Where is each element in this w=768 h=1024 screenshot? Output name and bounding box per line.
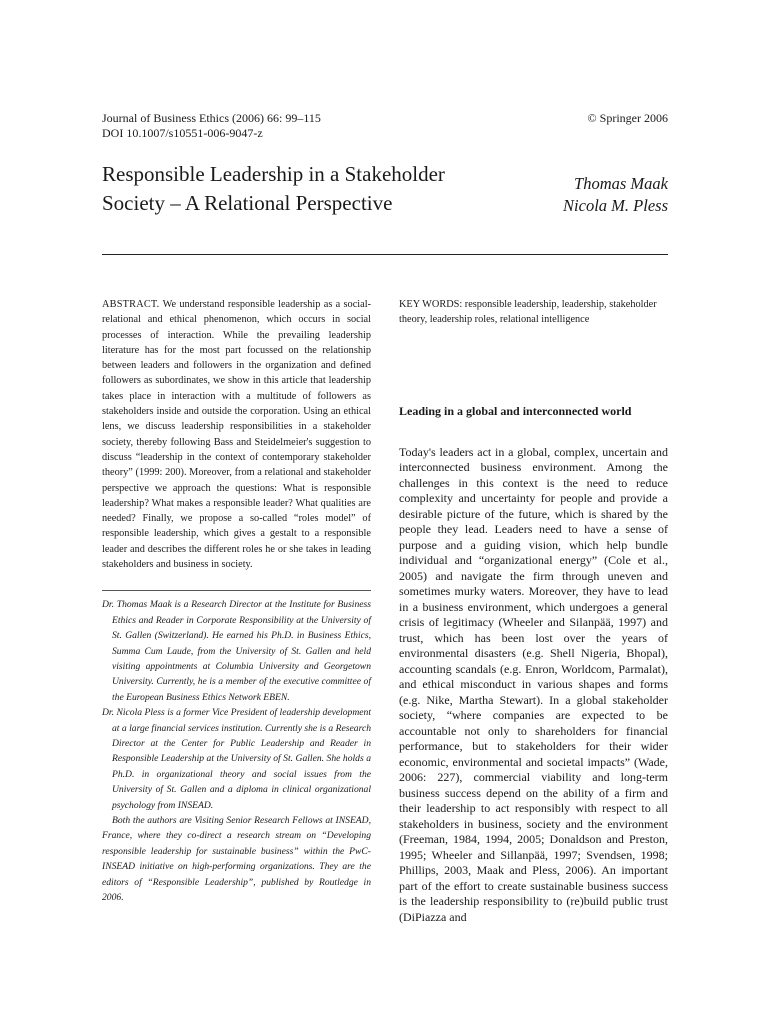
keywords-text: responsible leadership, leadership, stakeholder theory, leadership roles, relational intelligence — [399, 299, 657, 326]
section-heading: Leading in a global and interconnected world — [399, 403, 632, 418]
section-body: Today's leaders act in a global, complex, uncertain and interconnected business environment. Among the challenges in this context is the need to reduce complexity and uncertainty for people and provide a desirable picture of the future, which is shared by the people they lead. Leaders need to have a sense of purpose and a guiding vision, which help bundle individual and “organizational energy” (Cole et al., 2005) and navigate the firm through uneven and sometimes murky waters. Moreover, they have to lead in a business environment, which undergoes a general crisis of legitimacy (Wheeler and Silanpää, 1997) and trust, which has been lost over the years of environmental disasters (e.g. Shell Nigeria, Bhopal), accounting scandals (e.g. Enron, Worldcom, Parmalat), and ethical misconduct in various shapes and forms (e.g. Nike, Martha Stewart). In a global stakeholder society, “where companies are expected to be accountable not only to shareholders for financial performance, but to stakeholders for their wider economic, environmental and societal impacts” (Wade, 2006: 227), commercial viability and long-term business success depend on the ability of a firm and their leadership to act responsibly with respect to all stakeholders in business, society and the environment (Freeman, 1984, 1994, 2005; Donaldson and Preston, 1995; Wheeler and Sillanpää, 1997; Svendsen, 1998; Phillips, 2003, Maak and Pless, 2006). An important part of the effort to create sustainable business success is the leadership responsibility to (re)build public trust (DiPiazza and — [399, 444, 668, 924]
keywords — [399, 297, 668, 328]
title-divider — [102, 254, 668, 255]
doi-line: DOI 10.1007/s10551-006-9047-z — [102, 126, 263, 140]
author-1: Thomas Maak — [574, 174, 668, 193]
left-column — [102, 297, 371, 905]
abstract — [102, 297, 371, 572]
abstract-text: We understand responsible leadership as a social-relational and ethical phenomenon, which occurs in social processes of interaction. While the prevailing leadership literature has for the most part focussed on the relationship between leaders and followers in the organization and defined followers as subordinates, we show in this article that leadership takes place in interaction with a multitude of followers as stakeholders inside and outside the corporation. Using an ethical lens, we discuss leadership responsibilities in a stakeholder society, thereby following Bass and Steidelmeier's suggestion to discuss “leadership in the context of contemporary stakeholder theory” (1999: 200). Moreover, from a relational and stakeholder perspective we approach the questions: What is responsible leadership? What makes a responsible leader? What qualities are needed? Finally, we propose a so-called “roles model” of responsible leadership, which gives a gestalt to a responsible leader and describes the different roles he or she takes in leading stakeholders and business in society. — [102, 299, 371, 571]
journal-line: Journal of Business Ethics (2006) 66: 99–115 — [102, 111, 321, 125]
right-column — [399, 297, 668, 925]
bio-authors-note: Both the authors are Visiting Senior Research Fellows at INSEAD, France, where they co-direct a research stream on “Developing responsible leadership for sustainable business” within the PwC-INSEAD initiative on high-performing organizations. They are the editors of “Responsible Leadership”, published by Routledge in 2006. — [102, 815, 371, 904]
bio-thomas-maak: Dr. Thomas Maak is a Research Director at the Institute for Business Ethics and Reader in Corporate Responsibility at the University of St. Gallen (Switzerland). He earned his Ph.D. in Business Ethics, Summa Cum Laude, from the University of St. Gallen and held visiting appointments at Columbia University and Georgetown University. Currently, he is a member of the executive committee of the European Business Ethics Network EBEN. — [102, 599, 371, 703]
bio-nicola-pless: Dr. Nicola Pless is a former Vice President of leadership development at a large financial services institution. Currently she is a Research Director at the Center for Public Leadership and Reader in Responsible Leadership at the University of St. Gallen. She holds a Ph.D. in organizational theory and social issues from the University of St. Gallen and a diploma in clinical organizational psychology from INSEAD. — [102, 707, 371, 811]
journal-citation — [102, 111, 321, 141]
footnote-divider — [102, 590, 371, 591]
keywords-label: KEY WORDS: — [399, 299, 463, 310]
abstract-label: ABSTRACT. — [102, 299, 160, 310]
article-title — [102, 160, 502, 218]
copyright-notice: © Springer 2006 — [587, 111, 668, 125]
title-line-1: Responsible Leadership in a Stakeholder — [102, 162, 445, 186]
article-authors — [563, 173, 668, 217]
author-2: Nicola M. Pless — [563, 196, 668, 215]
title-line-2: Society – A Relational Perspective — [102, 191, 393, 215]
